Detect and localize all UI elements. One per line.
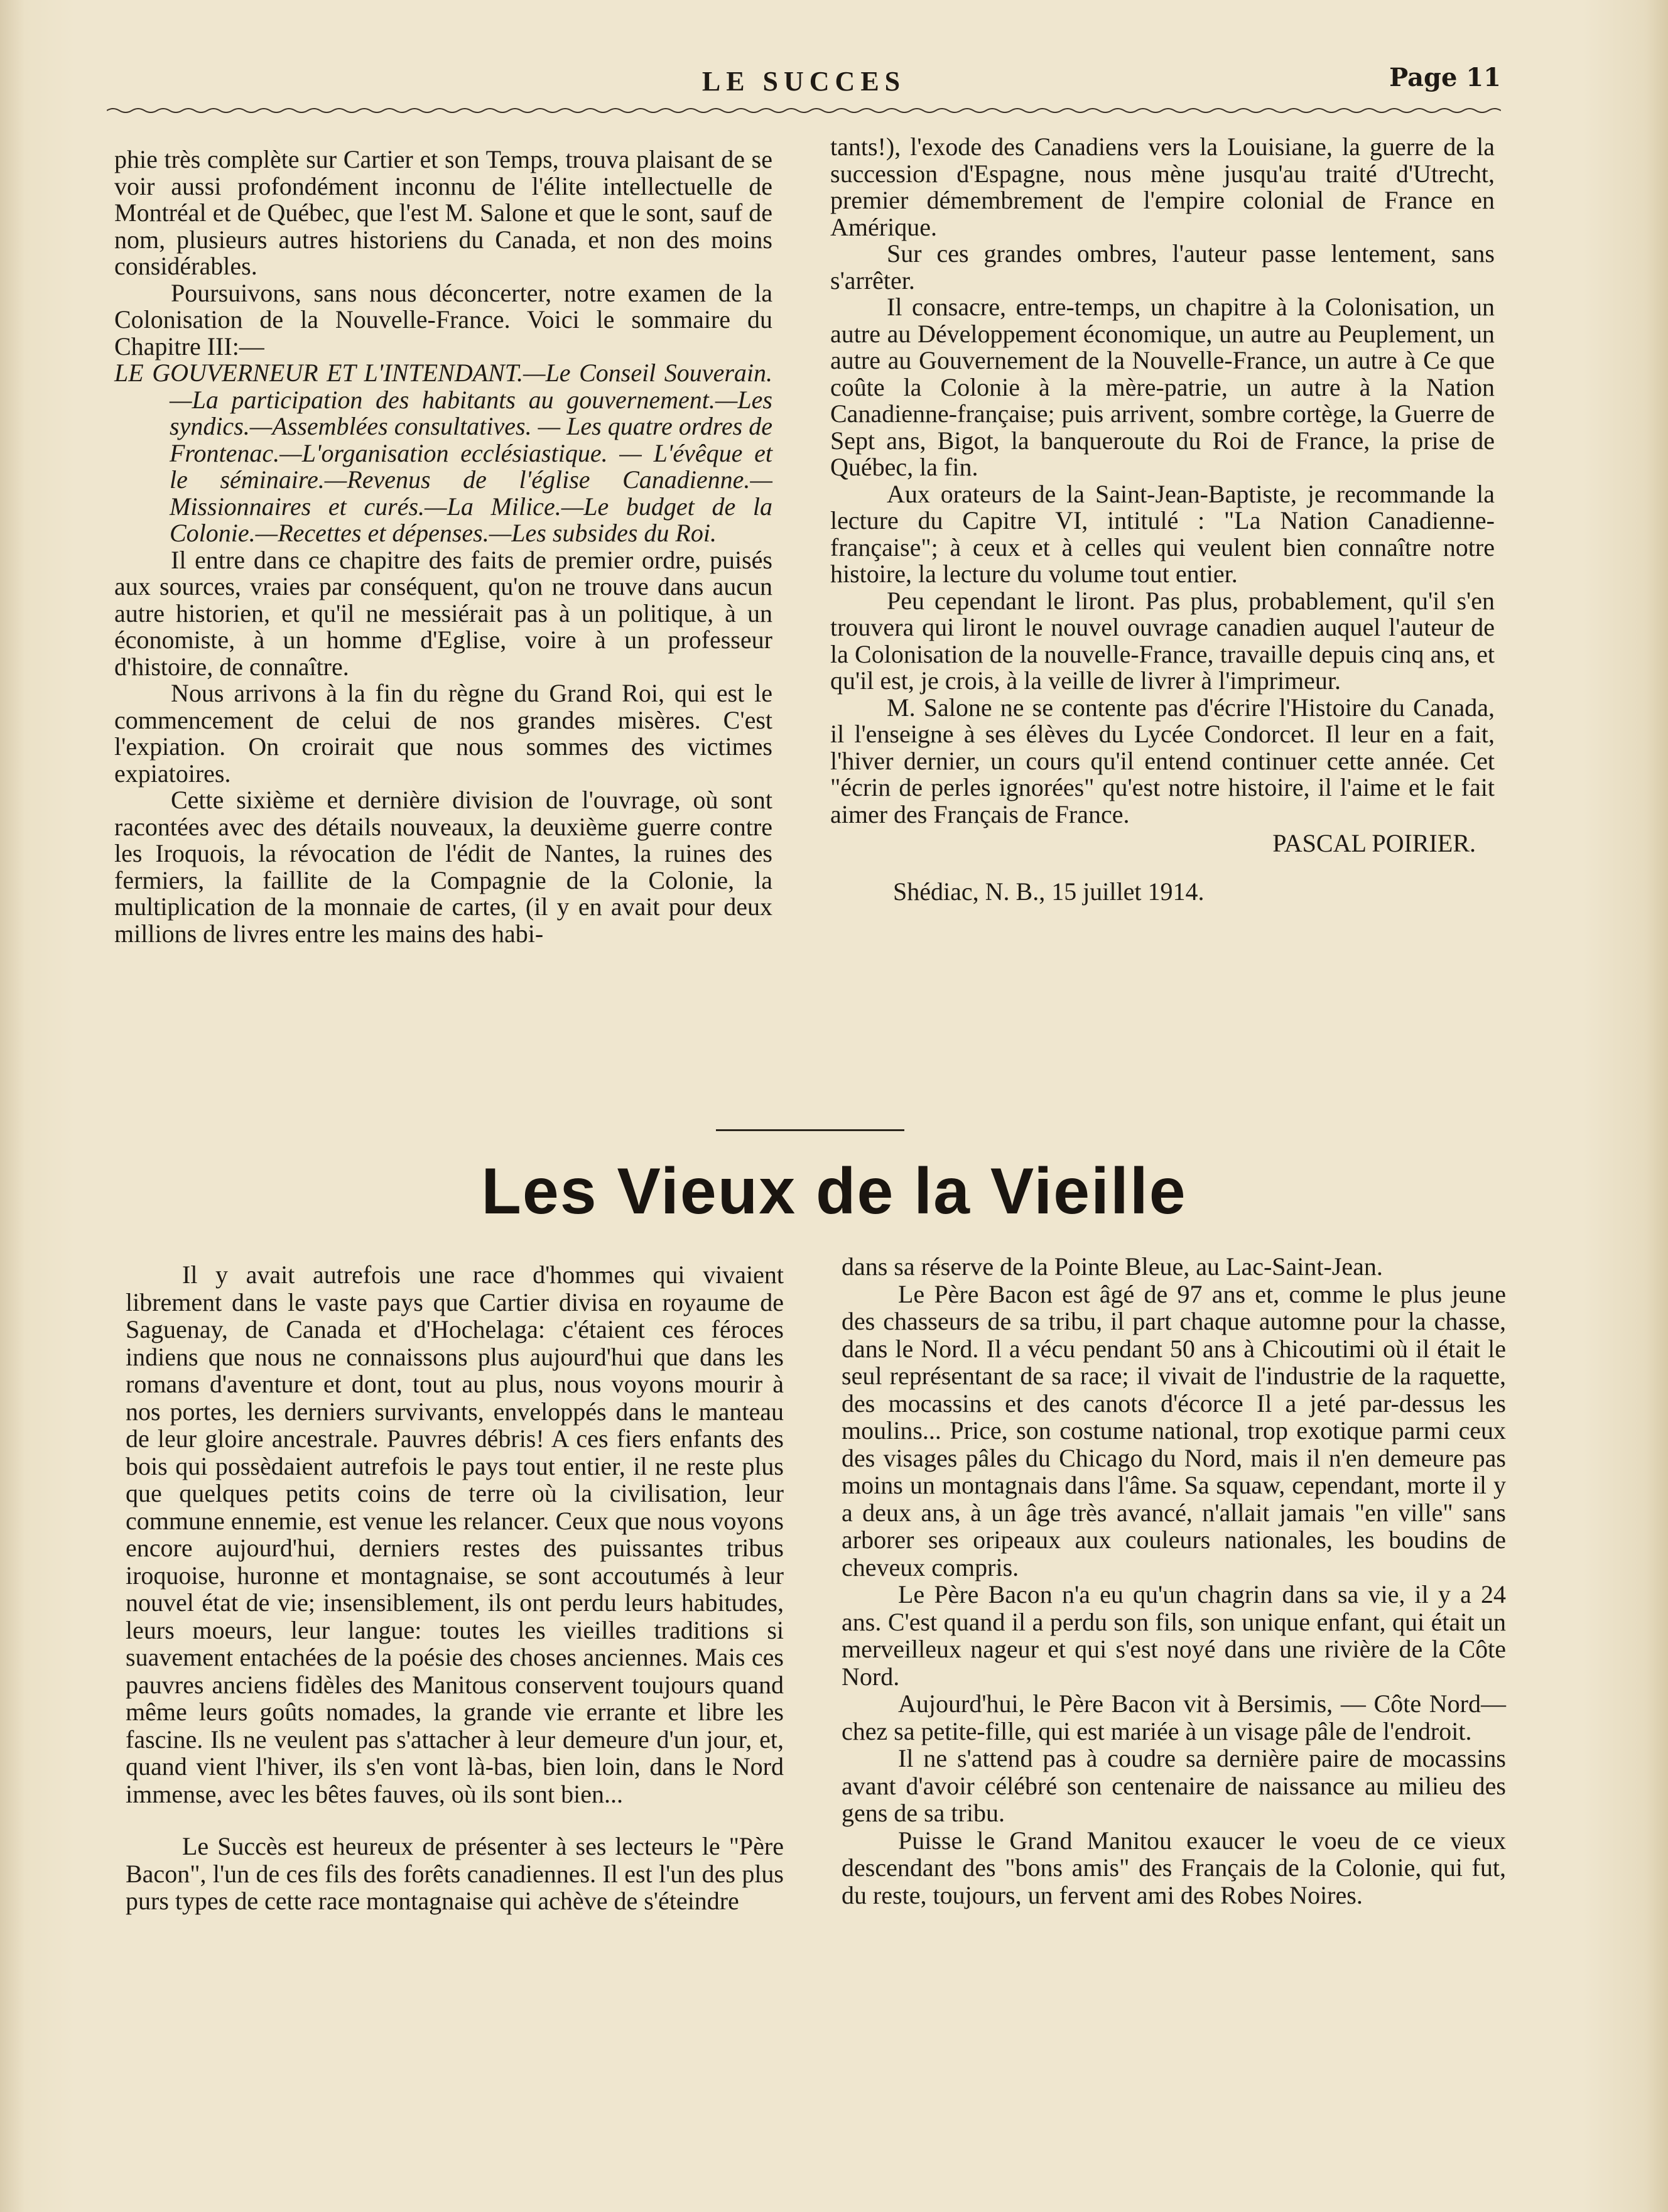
- paragraph: Nous arrivons à la fin du règne du Grand Roi, qui est le commencement de celui de nos grandes misères. C'est l'expiation. On croirait que nous sommes des victimes expiatoires.: [114, 679, 772, 788]
- author-signature: PASCAL POIRIER.: [1272, 829, 1476, 857]
- chapter-summary: LE GOUVERNEUR ET L'INTENDANT.—Le Conseil Souverain.—La participation des habitants au gouvernement.—Les syndics.—Assemblées consultatives. — Les quatre ordres de Frontenac.—L'organisation ecclésiastique. — L'évêque et le séminaire.—Revenus de l'église Canadienne.—Missionnaires et curés.—La Milice.—Le budget de la Colonie.—Recettes et dépenses.—Les subsides du Roi.: [114, 359, 772, 547]
- running-head: [107, 63, 1501, 107]
- paragraph: M. Salone ne se contente pas d'écrire l'Histoire du Canada, il l'enseigne à ses élèves du Lycée Condorcet. Il leur en a fait, l'hiver dernier, un cours qu'il entend continuer cette année. Cet "écrin de perles ignorées" qu'est notre histoire, il l'aime et le fait aimer des Français de France.: [830, 693, 1495, 828]
- paragraph: Le Père Bacon est âgé de 97 ans et, comme le plus jeune des chasseurs de sa tribu, il part chaque automne pour la chasse, dans le Nord. Il a vécu pendant 50 ans à Chicoutimi où il était le seul représentant de sa race; il vivait de l'industrie de la raquette, des mocassins et des canots d'écorce Il a jeté par-dessus les moulins... Price, son costume national, trop exotique parmi ceux des visages pâles du Chicago du Nord, mais il n'en demeure pas moins un montagnais dans l'âme. Sa squaw, cependant, morte il y a deux ans, à un âge très avancé, n'allait jamais "en ville" sans arborer ses oripeaux aux couleurs nationales, les boudins de cheveux compris.: [842, 1279, 1506, 1581]
- paragraph: Il ne s'attend pas à coudre sa dernière paire de mocassins avant d'avoir célébré son centenaire de naissance au milieu des gens de sa tribu.: [842, 1744, 1506, 1827]
- article1-column-right: [830, 134, 1495, 905]
- article2-column-left: [126, 1261, 784, 1915]
- article-headline: Les Vieux de la Vieille: [481, 1155, 1187, 1228]
- paragraph: Cette sixième et dernière division de l'ouvrage, où sont racontées avec des détails nouveaux, la deuxième guerre contre les Iroquois, la révocation de l'édit de Nantes, la ruines des fermiers, la faillite de la Compagnie de la Colonie, la multiplication de la monnaie de cartes, (il y en avait pour deux millions de livres entre les mains des habi-: [114, 786, 772, 948]
- paragraph: dans sa réserve de la Pointe Bleue, au Lac-Saint-Jean.: [842, 1252, 1383, 1281]
- article1-column-left: [114, 146, 772, 947]
- paragraph: Il entre dans ce chapitre des faits de premier ordre, puisés aux sources, vraies par conséquent, qu'on ne trouve dans aucun autre historien, et qu'il ne messiérait pas à un politique, à un économiste, à un homme d'Eglise, voire à un professeur d'histoire, de connaître.: [114, 545, 772, 681]
- paragraph: Aujourd'hui, le Père Bacon vit à Bersimis, — Côte Nord—chez sa petite-fille, qui est mariée à un visage pâle de l'endroit.: [842, 1689, 1506, 1745]
- paragraph: Le Succès est heureux de présenter à ses lecteurs le "Père Bacon", l'un de ces fils des forêts canadiennes. Il est l'un des plus purs types de cette race montagnaise qui achève de s'éteindre: [126, 1832, 784, 1915]
- paragraph: Poursuivons, sans nous déconcerter, notre examen de la Colonisation de la Nouvelle-France. Voici le sommaire du Chapitre III:—: [114, 278, 772, 361]
- dateline: Shédiac, N. B., 15 juillet 1914.: [893, 877, 1205, 906]
- paragraph: Le Père Bacon n'a eu qu'un chagrin dans sa vie, il y a 24 ans. C'est quand il a perdu son fils, son unique enfant, qui était un merveilleux nageur et qui s'est noyé dans une rivière de la Côte Nord.: [842, 1580, 1506, 1691]
- paragraph: tants!), l'exode des Canadiens vers la Louisiane, la guerre de la succession d'Espagne, nous mène jusqu'au traité d'Utrecht, premier démembrement de l'empire colonial de France en Amérique.: [830, 133, 1495, 241]
- paragraph: Sur ces grandes ombres, l'auteur passe lentement, sans s'arrêter.: [830, 239, 1495, 295]
- publication-title: LE SUCCES: [701, 66, 906, 97]
- page-number: Page 11: [1389, 63, 1501, 92]
- paragraph: Il consacre, entre-temps, un chapitre à la Colonisation, un autre au Développement économique, un autre au Peuplement, un autre au Gouvernement de la Nouvelle-France, un autre à Ce que coûte la Colonie à la mère-patrie, un autre à la Nation Canadienne-française; puis arrivent, sombre cortège, la Guerre de Sept ans, Bigot, la banqueroute du Roi de France, la prise de Québec, la fin.: [830, 293, 1495, 481]
- article2-column-right: [842, 1253, 1506, 1909]
- paragraph: Puisse le Grand Manitou exaucer le voeu de ce vieux descendant des "bons amis" des Français de la Colonie, qui fut, du reste, toujours, un fervent ami des Robes Noires.: [842, 1826, 1506, 1909]
- paragraph: phie très complète sur Cartier et son Temps, trouva plaisant de se voir aussi profondément inconnu de l'élite intellectuelle de Montréal et de Québec, que l'est M. Salone et que le sont, sauf de nom, plusieurs autres historiens du Canada, et non des moins considérables.: [114, 145, 772, 280]
- paragraph: Peu cependant le liront. Pas plus, probablement, qu'il s'en trouvera qui liront le nouvel ouvrage canadien auquel l'auteur de la Colonisation de la nouvelle-France, travaille depuis cinq ans, et qu'il est, je crois, à la veille de livrer à l'imprimeur.: [830, 586, 1495, 695]
- section-divider: [716, 1129, 904, 1131]
- paragraph: Il y avait autrefois une race d'hommes qui vivaient librement dans le vaste pays que Cartier divisa en royaume de Saguenay, de Canada et d'Hochelaga: c'étaient ces féroces indiens que nous ne connaissons plus aujourd'hui que dans les romans d'aventure et dont, tout au plus, nous voyons mourir à nos portes, les derniers survivants, enveloppés dans le manteau de leur gloire ancestrale. Pauvres débris! A ces fiers enfants des bois qui possèdaient autrefois le pays tout entier, il ne reste plus que quelques petits coins de terre où la civilisation, leur commune ennemie, est venue les relancer. Ceux que nous voyons encore aujourd'hui, derniers restes des puissantes tribus iroquoise, huronne et montagnaise, se sont accoutumés à leur nouvel état de vie; insensiblement, ils ont perdu leurs habitudes, leurs moeurs, leur langue: toutes les vieilles traditions si suavement entachées de la poésie des choses anciennes. Mais ces pauvres anciens fidèles des Manitous conservent toujours quand même leurs goûts nomades, la grande vie errante et libre les fascine. Ils ne veulent pas s'attacher à leur demeure d'un jour, et, quand vient l'hiver, ils s'en vont là-bas, bien loin, dans le Nord immense, avec les bêtes fauves, où ils sont bien...: [126, 1261, 784, 1808]
- paragraph: Aux orateurs de la Saint-Jean-Baptiste, je recommande la lecture du Capitre VI, intitulé : "La Nation Canadienne-française"; à ceux et à celles qui veulent bien connaître notre histoire, la lecture du volume tout entier.: [830, 479, 1495, 588]
- header-wavy-rule: [107, 107, 1501, 114]
